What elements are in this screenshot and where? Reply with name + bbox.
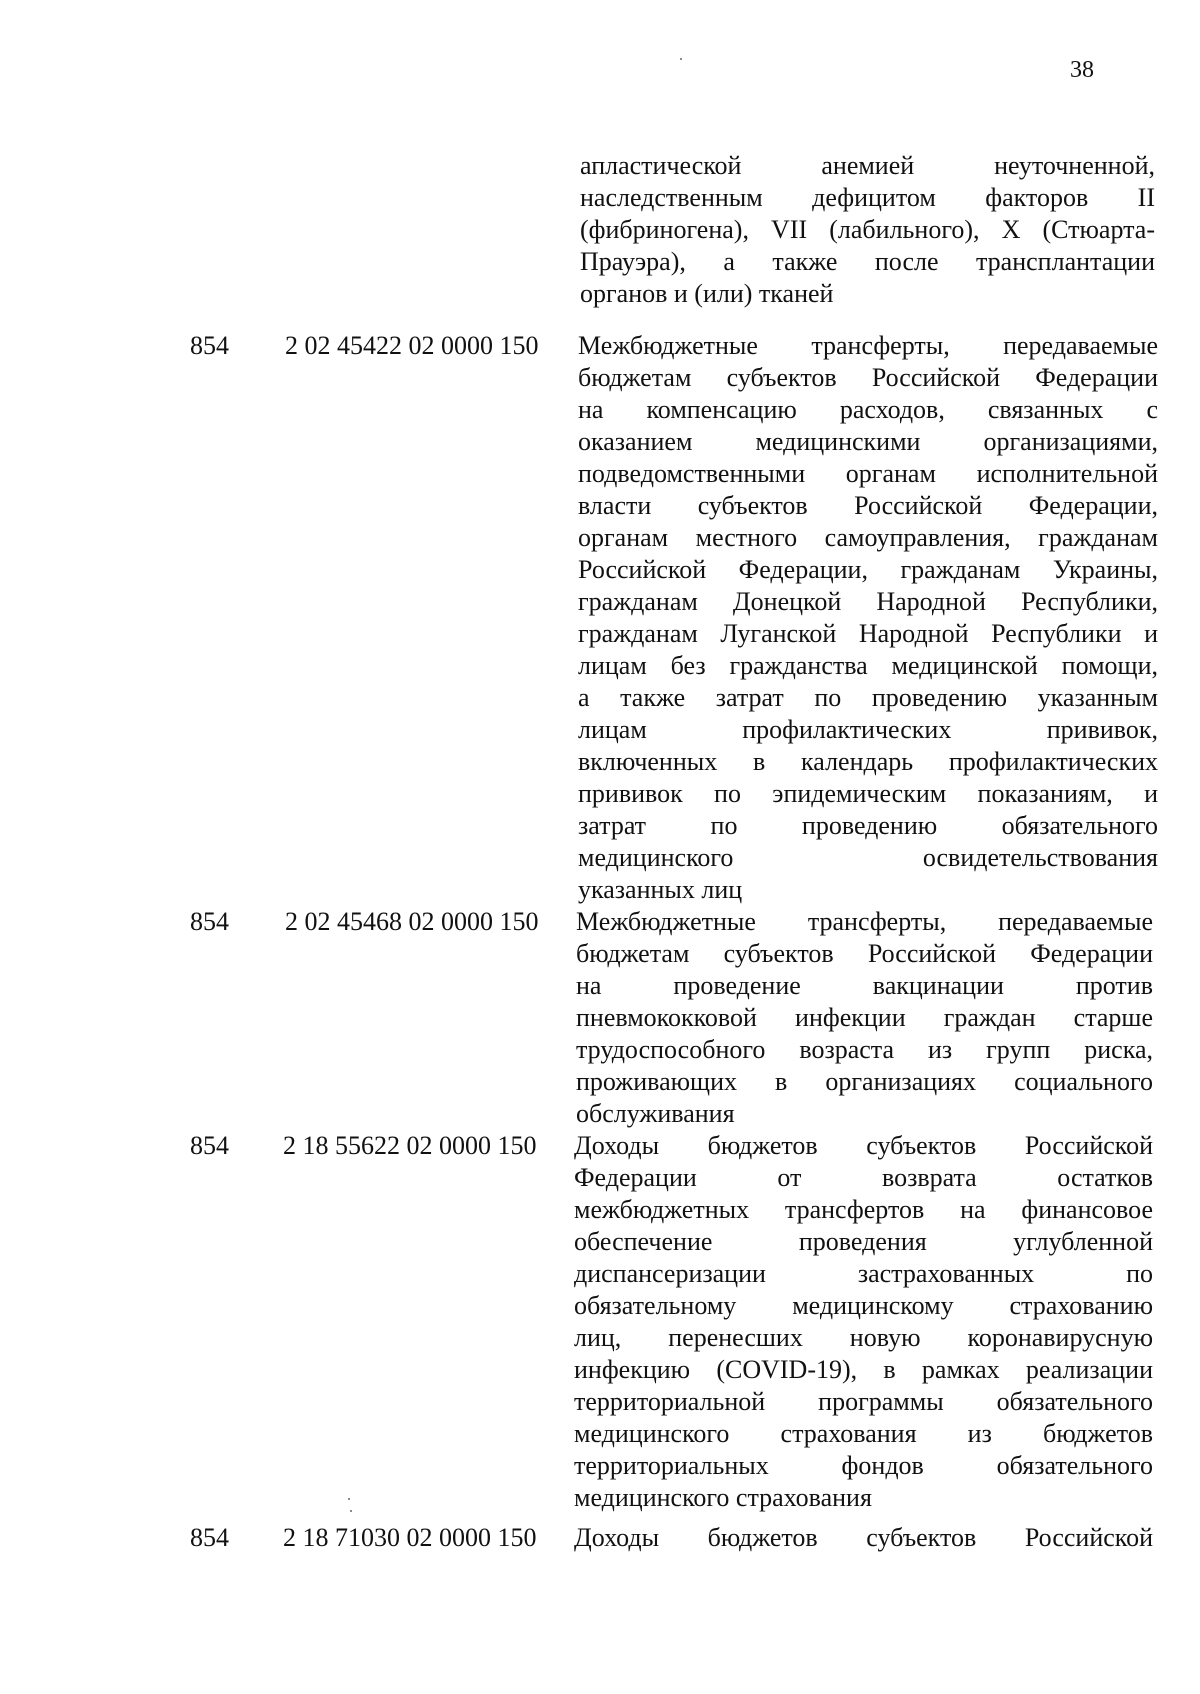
description-line: медицинского страхования из бюджетов bbox=[574, 1419, 1153, 1448]
budget-classification-code: 2 02 45468 02 0000 150 bbox=[285, 907, 539, 936]
scan-speck bbox=[680, 58, 682, 60]
description-line: власти субъектов Российской Федерации, bbox=[578, 491, 1158, 520]
description-line: бюджетам субъектов Российской Федерации bbox=[578, 363, 1158, 392]
description-line: подведомственными органам исполнительной bbox=[578, 459, 1158, 488]
description-line: Доходы бюджетов субъектов Российской bbox=[574, 1523, 1153, 1552]
budget-classification-code: 2 02 45422 02 0000 150 bbox=[285, 331, 539, 360]
description-line: а также затрат по проведению указанным bbox=[578, 683, 1158, 712]
description-line: прививок по эпидемическим показаниям, и bbox=[578, 779, 1158, 808]
description-line: обеспечение проведения углубленной bbox=[574, 1227, 1153, 1256]
description-line: затрат по проведению обязательного bbox=[578, 811, 1158, 840]
description-line: оказанием медицинскими организациями, bbox=[578, 427, 1158, 456]
admin-code: 854 bbox=[190, 907, 229, 936]
description-line: гражданам Луганской Народной Республики и bbox=[578, 619, 1158, 648]
description-line: наследственным дефицитом факторов II bbox=[580, 183, 1155, 212]
income-description bbox=[576, 906, 1153, 1130]
description-line: пневмококковой инфекции граждан старше bbox=[576, 1003, 1153, 1032]
description-line: гражданам Донецкой Народной Республики, bbox=[578, 587, 1158, 616]
description-line: указанных лиц bbox=[578, 875, 743, 904]
income-description bbox=[574, 1522, 1153, 1554]
description-line: диспансеризации застрахованных по bbox=[574, 1259, 1153, 1288]
description-line: лицам без гражданства медицинской помощи, bbox=[578, 651, 1158, 680]
description-line: трудоспособного возраста из групп риска, bbox=[576, 1035, 1153, 1064]
income-description bbox=[574, 1130, 1153, 1514]
description-line: лиц, перенесших новую коронавирусную bbox=[574, 1323, 1153, 1352]
description-line: на проведение вакцинации против bbox=[576, 971, 1153, 1000]
description-line: обслуживания bbox=[576, 1099, 735, 1128]
scan-speck bbox=[350, 1510, 352, 1512]
description-line: органов и (или) тканей bbox=[580, 279, 834, 308]
description-line: лицам профилактических прививок, bbox=[578, 715, 1158, 744]
income-description bbox=[580, 150, 1155, 310]
description-line: межбюджетных трансфертов на финансовое bbox=[574, 1195, 1153, 1224]
description-line: органам местного самоуправления, гражданам bbox=[578, 523, 1158, 552]
description-line: территориальных фондов обязательного bbox=[574, 1451, 1153, 1480]
description-line: апластической анемией неуточненной, bbox=[580, 151, 1155, 180]
description-line: Межбюджетные трансферты, передаваемые bbox=[578, 331, 1158, 360]
description-line: обязательному медицинскому страхованию bbox=[574, 1291, 1153, 1320]
scan-speck bbox=[348, 1498, 350, 1500]
description-line: бюджетам субъектов Российской Федерации bbox=[576, 939, 1153, 968]
description-line: медицинского страхования bbox=[574, 1483, 872, 1512]
description-line: Доходы бюджетов субъектов Российской bbox=[574, 1131, 1153, 1160]
admin-code: 854 bbox=[190, 331, 229, 360]
description-line: (фибриногена), VII (лабильного), X (Стюарта- bbox=[580, 215, 1155, 244]
description-line: Межбюджетные трансферты, передаваемые bbox=[576, 907, 1153, 936]
description-line: включенных в календарь профилактических bbox=[578, 747, 1158, 776]
description-line: территориальной программы обязательного bbox=[574, 1387, 1153, 1416]
page-number: 38 bbox=[1070, 57, 1094, 83]
description-line: инфекцию (COVID-19), в рамках реализации bbox=[574, 1355, 1153, 1384]
budget-classification-code: 2 18 71030 02 0000 150 bbox=[283, 1523, 537, 1552]
description-line: проживающих в организациях социального bbox=[576, 1067, 1153, 1096]
budget-classification-code: 2 18 55622 02 0000 150 bbox=[283, 1131, 537, 1160]
income-description bbox=[578, 330, 1158, 906]
description-line: медицинского освидетельствования bbox=[578, 843, 1158, 872]
admin-code: 854 bbox=[190, 1131, 229, 1160]
description-line: Федерации от возврата остатков bbox=[574, 1163, 1153, 1192]
description-line: на компенсацию расходов, связанных с bbox=[578, 395, 1158, 424]
admin-code: 854 bbox=[190, 1523, 229, 1552]
description-line: Прауэра), а также после трансплантации bbox=[580, 247, 1155, 276]
description-line: Российской Федерации, гражданам Украины, bbox=[578, 555, 1158, 584]
